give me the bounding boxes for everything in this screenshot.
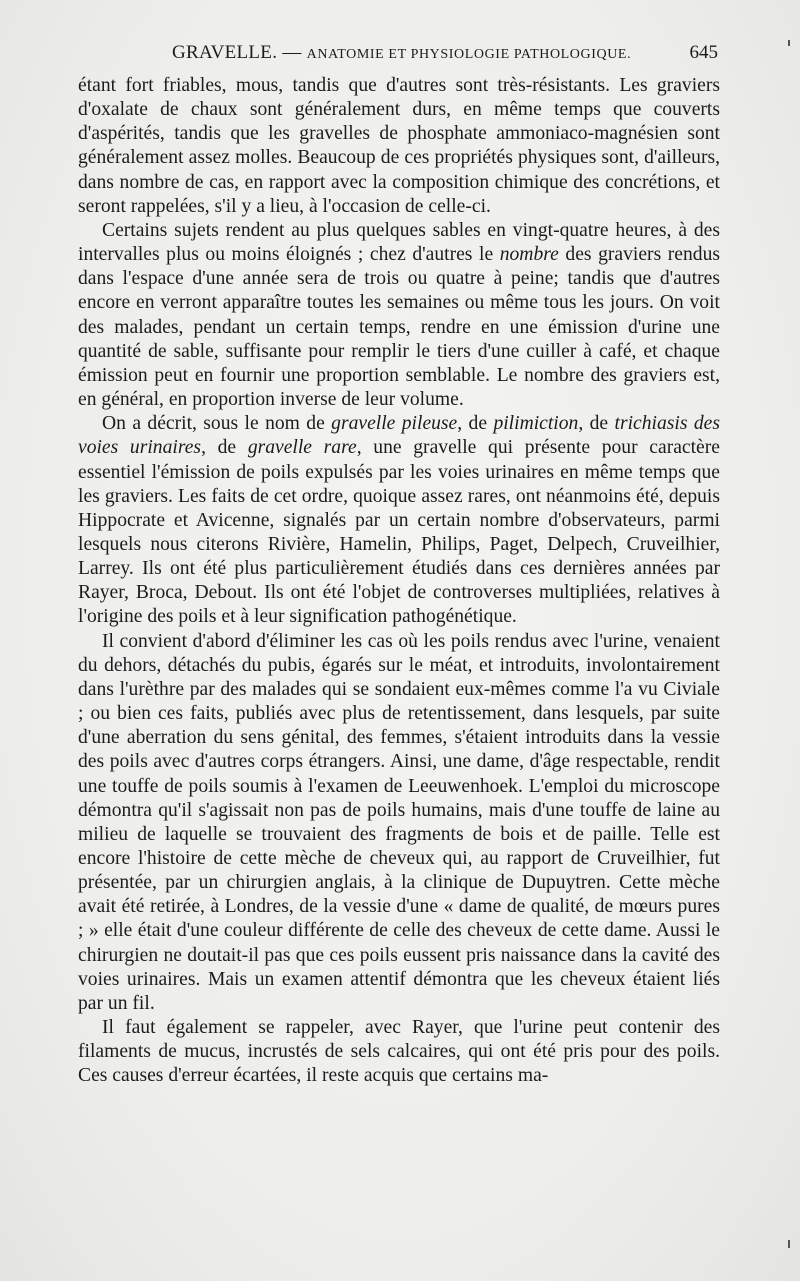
header-title: GRAVELLE.	[172, 42, 278, 63]
paragraph-4: Il convient d'abord d'éliminer les cas où les poils rendus avec l'urine, venaient du dehors, détachés du pubis, égarés sur le méat, et introduits, involontairement dans l'urèthre par des malades qui se sondaient eux-mêmes comme l'a vu Civiale ; ou bien ces faits, publiés avec plus de retentissement, dans lesquels, par suite d'une aberration du sens génital, des femmes, s'étaient introduits dans la vessie des poils avec d'autres corps étrangers. Ainsi, une dame, d'âge respectable, rendit une touffe de poils soumis à l'examen de Leeuwenhoek. L'emploi du microscope démontra qu'il s'agissait non pas de poils humains, mais d'une touffe de laine au milieu de laquelle se trouvaient des fragments de bois et de paille. Telle est encore l'histoire de cette mèche de cheveux qui, au rapport de Cruveilhier, fut présentée, par un chirurgien anglais, à la clinique de Dupuytren. Cette mèche avait été retirée, à Londres, de la vessie d'une « dame de qualité, de mœurs pures ; » elle était d'une couleur différente de celle des cheveux de cette dame. Aussi le chirurgien ne doutait-il pas que ces poils eussent pris naissance dans la cavité des voies urinaires. Mais un examen attentif démontra que les cheveux étaient liés par un fil.	[78, 630, 720, 1014]
emphasis-gravelle-rare: gravelle rare	[247, 437, 357, 459]
emphasis-pilimiction: pilimiction	[493, 413, 579, 435]
margin-mark	[788, 1240, 790, 1248]
running-head	[80, 38, 720, 68]
emphasis-nombre: nombre	[499, 244, 559, 266]
body-text	[78, 74, 720, 1089]
paragraph-1: étant fort friables, mous, tandis que d'autres sont très-résistants. Les graviers d'oxalate de chaux sont généralement durs, en même temps que couverts d'aspérités, tandis que les gravelles de phosphate ammoniaco-magnésien sont généralement assez molles. Beaucoup de ces propriétés physiques sont, d'ailleurs, dans nombre de cas, en rapport avec la composition chimique des concrétions, et seront rappelées, s'il y a lieu, à l'occasion de celle-ci.	[78, 75, 720, 217]
running-title	[172, 38, 631, 70]
paragraph-3: On a décrit, sous le nom de gravelle pileuse, de pilimiction, de trichiasis des voies urinaires, de gravelle rare, une gravelle qui présente pour caractère essentiel l'émission de poils expulsés par les voies urinaires en même temps que les graviers. Les faits de cet ordre, quoique assez rares, ont néanmoins été, depuis Hippocrate et Avicenne, signalés par un certain nombre d'observateurs, parmi lesquels nous citerons Rivière, Hamelin, Philips, Paget, Delpech, Cruveilhier, Larrey. Ils ont été plus particulièrement étudiés dans ces dernières années par Rayer, Broca, Debout. Ils ont été l'objet de controverses multipliées, relatives à l'origine des poils et à leur signification pathogénétique.	[78, 413, 720, 628]
paragraph-2: Certains sujets rendent au plus quelques sables en vingt-quatre heures, à des intervalles plus ou moins éloignés ; chez d'autres le nombre des graviers rendus dans l'espace d'une année sera de trois ou quatre à peine; tandis que d'autres encore en verront apparaître toutes les semaines ou même tous les jours. On voit des malades, pendant un certain temps, rendre en une émission d'urine une quantité de sable, suffisante pour remplir le tiers d'une cuiller à café, et chaque émission peut en fournir une proportion semblable. Le nombre des graviers est, en général, en proportion inverse de leur volume.	[78, 219, 720, 411]
margin-mark	[788, 40, 790, 46]
paragraph-5: Il faut également se rappeler, avec Rayer, que l'urine peut contenir des filaments de mucus, incrustés de sels calcaires, qui ont été pris pour des poils. Ces causes d'erreur écartées, il reste acquis que certains ma-	[78, 1017, 720, 1087]
header-separator: —	[277, 42, 307, 63]
emphasis-trichiasis: trichiasis des voies urinaires	[78, 413, 720, 459]
header-subtitle: ANATOMIE ET PHYSIOLOGIE PATHOLOGIQUE.	[306, 47, 632, 62]
emphasis-gravelle-pileuse: gravelle pileuse	[331, 413, 458, 435]
page-number: 645	[689, 42, 718, 63]
